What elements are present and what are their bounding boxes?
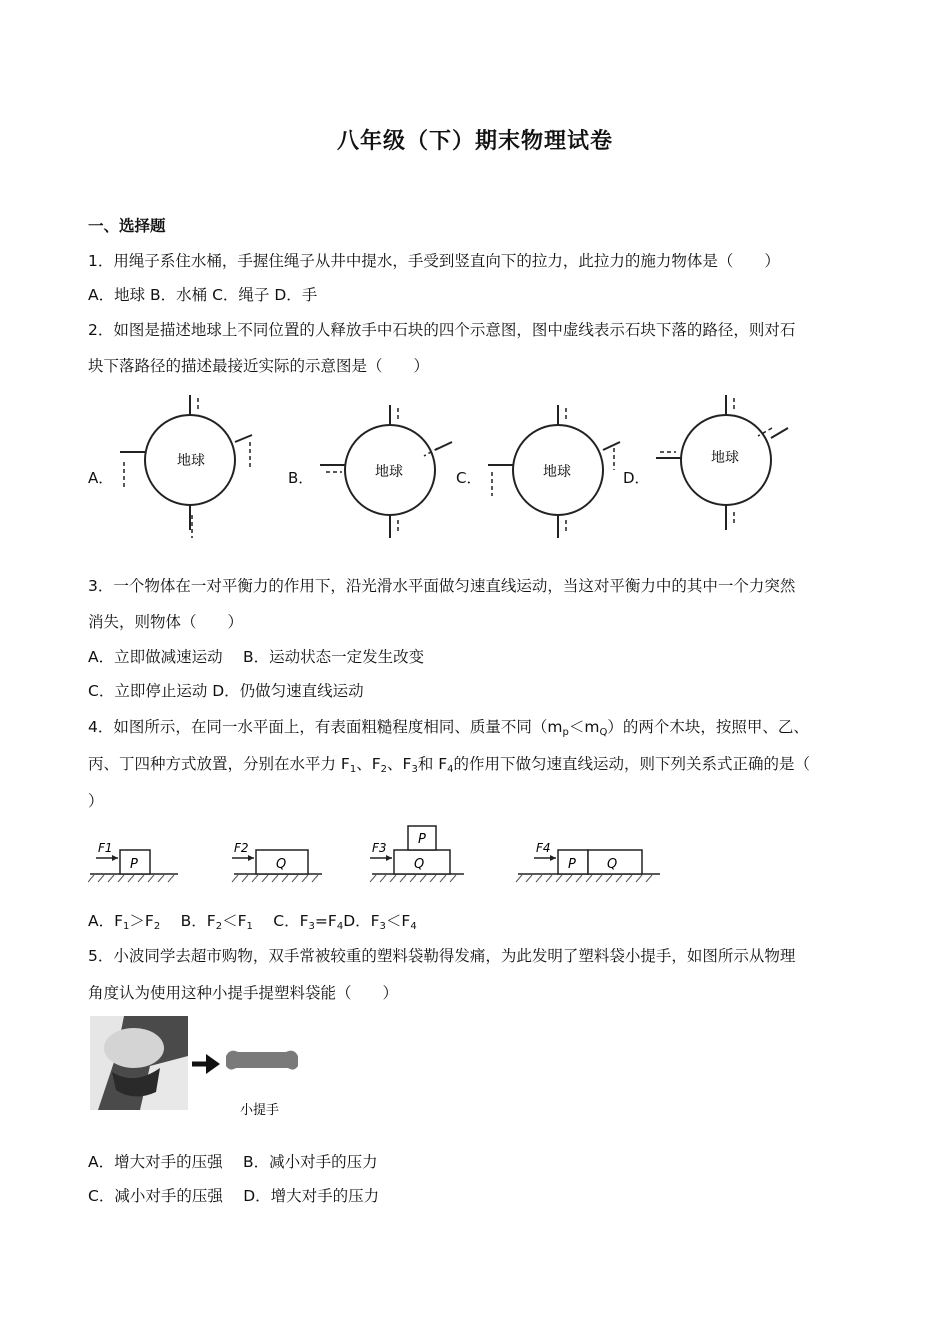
block-p-label: P: [130, 857, 138, 872]
section-heading: 一、选择题: [88, 217, 166, 235]
page-title: 八年级（下）期末物理试卷: [336, 129, 613, 154]
block-q-label: Q: [607, 857, 618, 872]
block-p-label: P: [418, 832, 426, 847]
force-label-f4: F4: [536, 841, 551, 855]
q2-figure-a: [112, 390, 257, 540]
q4-options: A．$F_1>F_2$ B．$F_2<F_1$ C．$F_3=F_4D$．$F_3<F_4$: [88, 912, 417, 932]
q2-fig-letter-a: A．: [88, 469, 114, 487]
q5-stem-line1: 5．小波同学去超市购物，双手常被较重的塑料袋勒得发痛，为此发明了塑料袋小提手，如图所示从物理: [88, 947, 796, 965]
q4-figure: [88, 822, 663, 884]
q3-options-line2: C．立即停止运动 D．仍做匀速直线运动: [88, 682, 364, 700]
q2-fig-letter-c: C．: [456, 469, 482, 487]
block-p-label: P: [568, 857, 576, 872]
q2-stem-line1: 2．如图是描述地球上不同位置的人释放手中石块的四个示意图，图中虚线表示石块下落的路径，则对石: [88, 321, 796, 339]
q2-figure-b: [312, 400, 457, 540]
q4-arrangement-3: [370, 826, 464, 882]
q5-stem-line2: 角度认为使用这种小提手提塑料袋能（ ）: [88, 984, 399, 1002]
force-label-f2: F2: [234, 841, 249, 855]
block-q-label: Q: [414, 857, 425, 872]
q4-arrangement-1: [88, 841, 178, 882]
earth-label: 地球: [711, 450, 739, 466]
q5-options-line1: A．增大对手的压强 B．减小对手的压力: [88, 1153, 378, 1171]
q2-fig-letter-b: B．: [288, 469, 314, 487]
q3-stem-line1: 3．一个物体在一对平衡力的作用下，沿光滑水平面做匀速直线运动，当这对平衡力中的其中一个力突然: [88, 577, 796, 595]
q5-figure: [90, 1016, 302, 1118]
q2-figure-c: [480, 400, 625, 540]
q4-arrangement-2: [232, 841, 322, 882]
handle-caption: 小提手: [240, 1103, 280, 1118]
earth-label: 地球: [375, 464, 403, 480]
block-q-label: Q: [276, 857, 287, 872]
q2-stem-line2: 块下落路径的描述最接近实际的示意图是（ ）: [88, 357, 430, 375]
q2-fig-letter-d: D．: [623, 469, 650, 487]
q4-stem-line3: ）: [88, 792, 104, 810]
q3-options-line1: A．立即做减速运动 B．运动状态一定发生改变: [88, 648, 425, 666]
earth-label: 地球: [543, 464, 571, 480]
force-label-f1: F1: [98, 841, 113, 855]
q4-stem-line2: 丙、丁四种方式放置，分别在水平力 $F_1$、$F_2$、$F_3$和 $F_4$的作用下做匀速直线运动，则下列关系式正确的是（: [88, 755, 811, 775]
force-label-f3: F3: [372, 841, 387, 855]
q2-figure-d: [648, 390, 793, 540]
q4-stem-line1: 4．如图所示，在同一水平面上，有表面粗糙程度相同、质量不同$(m_p<m_Q)$的两个木块，按照甲、乙、: [88, 718, 809, 738]
q4-arrangement-4: [516, 841, 660, 882]
q3-stem-line2: 消失，则物体（ ）: [88, 613, 244, 631]
earth-label: 地球: [177, 453, 205, 469]
q1-stem: 1．用绳子系住水桶，手握住绳子从井中提水，手受到竖直向下的拉力，此拉力的施力物体是（ ）: [88, 252, 780, 270]
q5-options-line2: C．减小对手的压强 D．增大对手的压力: [88, 1187, 380, 1205]
q1-options: A．地球 B．水桶 C．绳子 D．手: [88, 286, 318, 304]
